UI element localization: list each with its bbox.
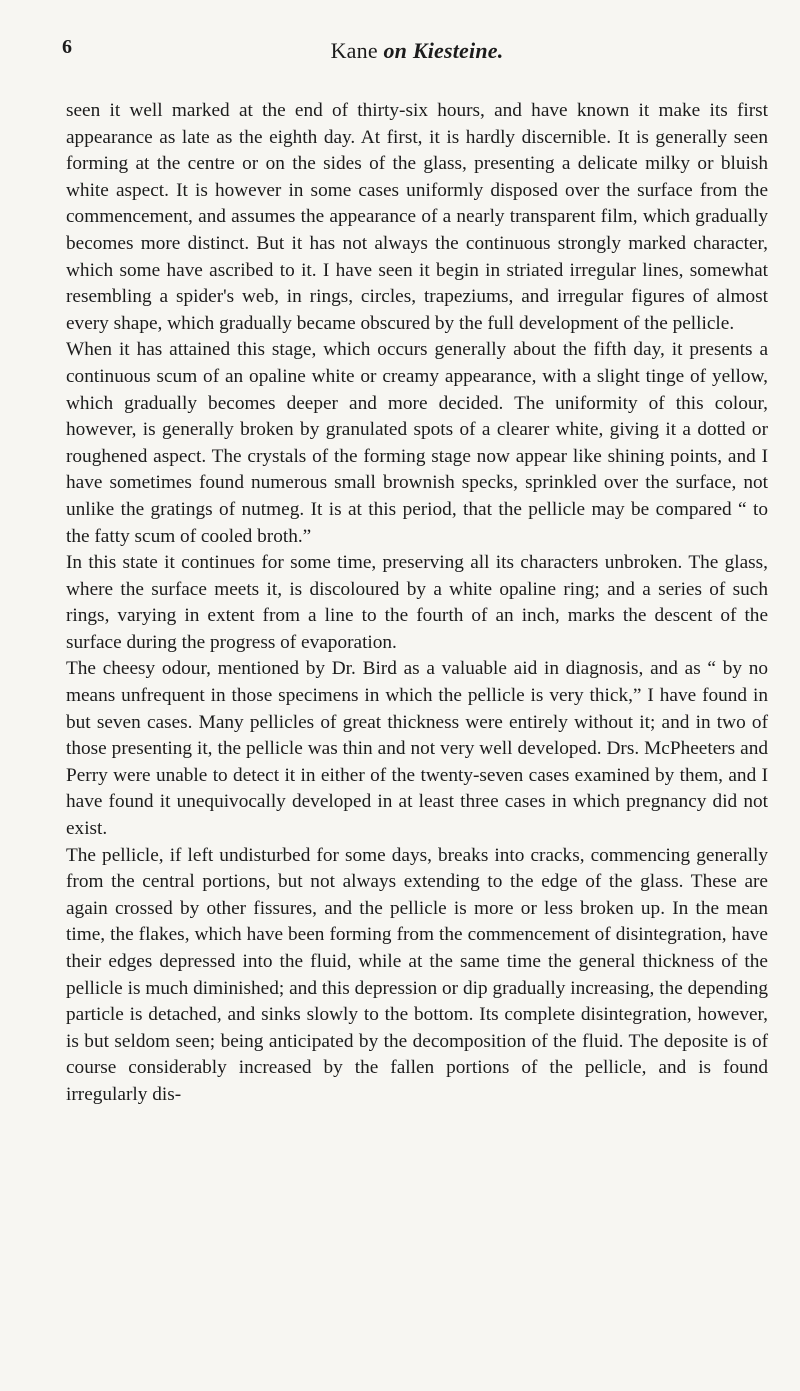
- running-head: [66, 38, 768, 64]
- paragraph: seen it well marked at the end of thirty-six hours, and have known it make its first appearance as late as the eighth day. At first, it is hardly discernible. It is generally seen forming at the centre or on the sides of the glass, presenting a delicate milky or bluish white aspect. It is however in some cases uniformly disposed over the surface from the commencement, and assumes the appearance of a nearly transparent film, which gradually becomes more distinct. But it has not always the continuous strongly marked character, which some have ascribed to it. I have seen it begin in striated irregular lines, somewhat resembling a spider's web, in rings, circles, trapeziums, and irregular figures of almost every shape, which gradually became obscured by the full development of the pellicle.: [66, 100, 768, 334]
- running-head-title: on Kiesteine.: [383, 38, 504, 63]
- body-text: [66, 98, 768, 1109]
- paragraph: When it has attained this stage, which occurs generally about the fifth day, it presents a continuous scum of an opaline white or creamy appearance, with a slight tinge of yellow, which gradually becomes deeper and more decided. The uniformity of this colour, however, is generally broken by granulated spots of a clearer white, giving it a dotted or roughened aspect. The crystals of the forming stage now appear like shining points, and I have sometimes found numerous small brownish specks, sprinkled over the surface, not unlike the gratings of nutmeg. It is at this period, that the pellicle may be compared “ to the fatty scum of cooled broth.”: [66, 339, 768, 547]
- paragraph: The pellicle, if left undisturbed for some days, breaks into cracks, commencing generally from the central portions, but not always extending to the edge of the glass. These are again crossed by other fissures, and the pellicle is more or less broken up. In the mean time, the flakes, which have been forming from the commencement of disintegration, have their edges depressed into the fluid, while at the same time the general thickness of the pellicle is much diminished; and this depression or dip gradually increasing, the depending particle is detached, and sinks slowly to the bottom. Its complete disintegration, however, is but seldom seen; being anticipated by the decomposition of the fluid. The deposite is of course considerably increased by the fallen portions of the pellicle, and is found irregularly dis-: [66, 844, 768, 1105]
- running-head-author: Kane: [330, 38, 384, 63]
- paragraph: The cheesy odour, mentioned by Dr. Bird as a valuable aid in diagnosis, and as “ by no means unfrequent in those specimens in which the pellicle is very thick,” I have found in but seven cases. Many pellicles of great thickness were entirely without it; and in two of those presenting it, the pellicle was thin and not very well developed. Drs. McPheeters and Perry were unable to detect it in either of the twenty-seven cases examined by them, and I have found it unequivocally developed in at least three cases in which pregnancy did not exist.: [66, 658, 768, 840]
- paragraph: In this state it continues for some time, preserving all its characters unbroken. The glass, where the surface meets it, is discoloured by a white opaline ring; and a series of such rings, varying in extent from a line to the fourth of an inch, marks the descent of the surface during the progress of evaporation.: [66, 552, 768, 653]
- page-number: 6: [62, 36, 72, 58]
